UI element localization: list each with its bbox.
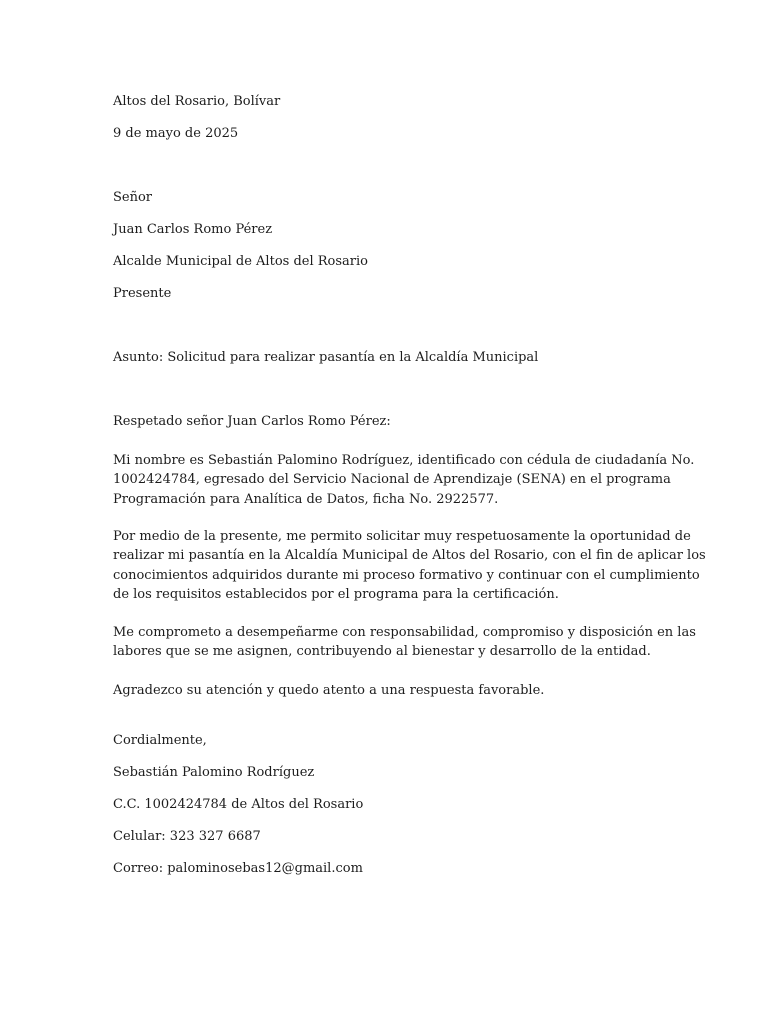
letter-place: Altos del Rosario, Bolívar xyxy=(113,94,281,109)
signer-id: C.C. 1002424784 de Altos del Rosario xyxy=(113,797,364,812)
signer-email: Correo: palominosebas12@gmail.com xyxy=(113,861,363,876)
body-paragraph-3 xyxy=(113,623,696,662)
recipient-presente: Presente xyxy=(113,286,172,301)
letter-subject: Asunto: Solicitud para realizar pasantía en la Alcaldía Municipal xyxy=(113,350,539,365)
body-paragraph-3-line: labores que se me asignen, contribuyendo al bienestar y desarrollo de la entidad. xyxy=(113,644,651,660)
closing-farewell: Cordialmente, xyxy=(113,733,207,748)
recipient-name: Juan Carlos Romo Pérez xyxy=(113,222,273,237)
body-paragraph-2 xyxy=(113,527,706,604)
body-paragraph-4: Agradezco su atención y quedo atento a una respuesta favorable. xyxy=(113,683,545,698)
signer-phone: Celular: 323 327 6687 xyxy=(113,829,261,844)
body-paragraph-1 xyxy=(113,451,695,509)
recipient-position: Alcalde Municipal de Altos del Rosario xyxy=(113,254,368,269)
letter-date: 9 de mayo de 2025 xyxy=(113,126,239,141)
letter-greeting: Respetado señor Juan Carlos Romo Pérez: xyxy=(113,414,391,429)
signer-name: Sebastián Palomino Rodríguez xyxy=(113,765,315,780)
body-paragraph-3-line: Me comprometo a desempeñarme con responsabilidad, compromiso y disposición en las xyxy=(113,625,696,640)
body-paragraph-2-line: Por medio de la presente, me permito solicitar muy respetuosamente la oportunidad de xyxy=(113,529,691,544)
body-paragraph-2-line: conocimientos adquiridos durante mi proceso formativo y continuar con el cumplimiento xyxy=(113,567,700,583)
recipient-salutation-title: Señor xyxy=(113,190,153,205)
body-paragraph-1-line: 1002424784, egresado del Servicio Nacional de Aprendizaje (SENA) en el programa xyxy=(113,472,671,488)
body-paragraph-1-line: Programación para Analítica de Datos, ficha No. 2922577. xyxy=(113,491,499,507)
body-paragraph-2-line: de los requisitos establecidos por el programa para la certificación. xyxy=(113,586,559,602)
body-paragraph-1-line: Mi nombre es Sebastián Palomino Rodríguez, identificado con cédula de ciudadanía No. xyxy=(113,453,695,468)
body-paragraph-2-line: realizar mi pasantía en la Alcaldía Municipal de Altos del Rosario, con el fin de aplicar los xyxy=(113,548,706,564)
